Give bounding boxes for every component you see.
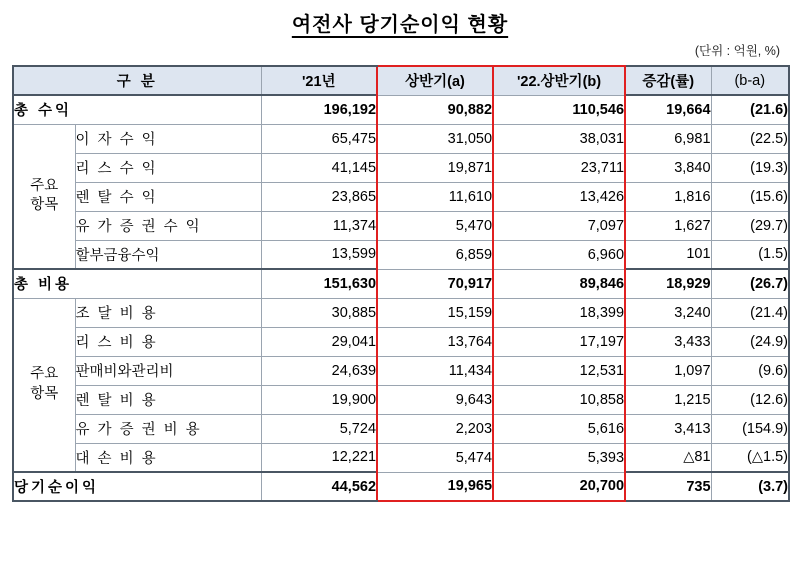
table-row	[13, 269, 789, 298]
cell-year21: 29,041	[261, 327, 377, 356]
header-change: 증감(률)	[625, 66, 711, 95]
cell-rate: (29.7)	[711, 211, 789, 240]
cell-h22b: 18,399	[493, 298, 625, 327]
cell-rate: (3.7)	[711, 472, 789, 501]
cell-h22b: 10,858	[493, 385, 625, 414]
cell-h22b: 89,846	[493, 269, 625, 298]
cell-diff: 6,981	[625, 124, 711, 153]
header-category: 구 분	[13, 66, 261, 95]
cell-h1a: 13,764	[377, 327, 493, 356]
cell-year21: 196,192	[261, 95, 377, 124]
cell-rate: (9.6)	[711, 356, 789, 385]
table-row	[13, 472, 789, 501]
cell-h22b: 6,960	[493, 240, 625, 269]
row-label: 총 비용	[13, 269, 261, 298]
row-label: 유 가 증 권 비 용	[75, 414, 261, 443]
cell-diff: 1,215	[625, 385, 711, 414]
table-row	[13, 240, 789, 269]
cell-rate: (19.3)	[711, 153, 789, 182]
table-row	[13, 124, 789, 153]
cell-year21: 41,145	[261, 153, 377, 182]
cell-rate: (21.4)	[711, 298, 789, 327]
cell-year21: 44,562	[261, 472, 377, 501]
cell-diff: 3,240	[625, 298, 711, 327]
table-row	[13, 153, 789, 182]
cell-diff: 18,929	[625, 269, 711, 298]
cell-year21: 13,599	[261, 240, 377, 269]
cell-diff: △81	[625, 443, 711, 472]
cell-h1a: 5,474	[377, 443, 493, 472]
table-row	[13, 356, 789, 385]
cell-diff: 3,433	[625, 327, 711, 356]
financial-table	[12, 65, 790, 502]
row-label: 총 수익	[13, 95, 261, 124]
cell-h22b: 23,711	[493, 153, 625, 182]
cell-rate: (1.5)	[711, 240, 789, 269]
cell-rate: (24.9)	[711, 327, 789, 356]
cell-year21: 24,639	[261, 356, 377, 385]
cell-year21: 23,865	[261, 182, 377, 211]
row-label: 할부금융수익	[75, 240, 261, 269]
cell-rate: (22.5)	[711, 124, 789, 153]
page-title: 여전사 당기순이익 현황	[291, 14, 509, 36]
cell-h1a: 31,050	[377, 124, 493, 153]
cell-h22b: 13,426	[493, 182, 625, 211]
cell-h22b: 20,700	[493, 472, 625, 501]
header-change-note: (b-a)	[711, 66, 789, 95]
header-year21: '21년	[261, 66, 377, 95]
cell-year21: 30,885	[261, 298, 377, 327]
table-row	[13, 211, 789, 240]
cell-diff: 19,664	[625, 95, 711, 124]
row-label: 조 달 비 용	[75, 298, 261, 327]
cell-year21: 5,724	[261, 414, 377, 443]
cell-h1a: 70,917	[377, 269, 493, 298]
cell-diff: 1,097	[625, 356, 711, 385]
cell-year21: 19,900	[261, 385, 377, 414]
cell-year21: 151,630	[261, 269, 377, 298]
table-row	[13, 385, 789, 414]
cell-rate: (154.9)	[711, 414, 789, 443]
row-label: 렌 탈 비 용	[75, 385, 261, 414]
cell-diff: 101	[625, 240, 711, 269]
cell-h1a: 6,859	[377, 240, 493, 269]
cell-diff: 1,816	[625, 182, 711, 211]
cell-h22b: 5,616	[493, 414, 625, 443]
unit-note: (단위 : 억원, %)	[694, 44, 780, 58]
cell-diff: 1,627	[625, 211, 711, 240]
row-label: 판매비와관리비	[75, 356, 261, 385]
cell-year21: 12,221	[261, 443, 377, 472]
row-label: 리 스 비 용	[75, 327, 261, 356]
cell-h1a: 15,159	[377, 298, 493, 327]
cell-diff: 3,840	[625, 153, 711, 182]
cell-rate: (26.7)	[711, 269, 789, 298]
row-label: 렌 탈 수 익	[75, 182, 261, 211]
cell-rate: (△1.5)	[711, 443, 789, 472]
cell-h22b: 5,393	[493, 443, 625, 472]
header-h1-22-b: '22.상반기(b)	[493, 66, 625, 95]
cell-rate: (15.6)	[711, 182, 789, 211]
table-row	[13, 95, 789, 124]
cell-h1a: 19,965	[377, 472, 493, 501]
cell-year21: 11,374	[261, 211, 377, 240]
table-row	[13, 327, 789, 356]
cell-h22b: 38,031	[493, 124, 625, 153]
cell-diff: 735	[625, 472, 711, 501]
group-label-major-items-2: 주요 항목	[13, 298, 75, 472]
row-label: 당기순이익	[13, 472, 261, 501]
cell-h1a: 2,203	[377, 414, 493, 443]
cell-rate: (21.6)	[711, 95, 789, 124]
row-label: 리 스 수 익	[75, 153, 261, 182]
table-header-row	[13, 66, 789, 95]
cell-h22b: 17,197	[493, 327, 625, 356]
cell-diff: 3,413	[625, 414, 711, 443]
cell-h1a: 90,882	[377, 95, 493, 124]
row-label: 유 가 증 권 수 익	[75, 211, 261, 240]
cell-h22b: 7,097	[493, 211, 625, 240]
cell-h1a: 11,434	[377, 356, 493, 385]
row-label: 이 자 수 익	[75, 124, 261, 153]
cell-rate: (12.6)	[711, 385, 789, 414]
row-label: 대 손 비 용	[75, 443, 261, 472]
table-row	[13, 182, 789, 211]
cell-h1a: 11,610	[377, 182, 493, 211]
header-h1-a: 상반기(a)	[377, 66, 493, 95]
cell-h22b: 110,546	[493, 95, 625, 124]
table-row	[13, 414, 789, 443]
table-row	[13, 298, 789, 327]
cell-h1a: 19,871	[377, 153, 493, 182]
table-row	[13, 443, 789, 472]
group-label-major-items-1: 주요 항목	[13, 124, 75, 269]
cell-year21: 65,475	[261, 124, 377, 153]
cell-h1a: 9,643	[377, 385, 493, 414]
cell-h22b: 12,531	[493, 356, 625, 385]
cell-h1a: 5,470	[377, 211, 493, 240]
